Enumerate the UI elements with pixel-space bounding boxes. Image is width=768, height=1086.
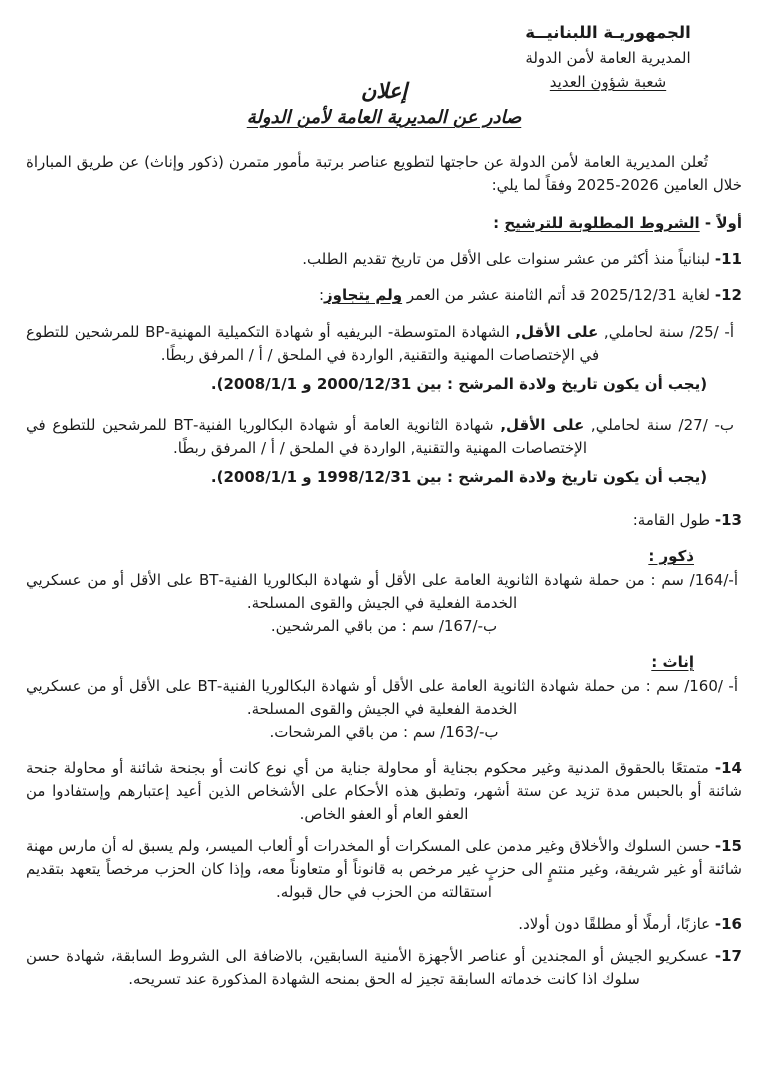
item-16 <box>26 913 742 936</box>
item-11 <box>26 248 742 271</box>
announcement-title: إعلان <box>360 79 408 103</box>
item-11-number: 11- <box>714 250 742 268</box>
item-13-number: 13- <box>714 511 742 529</box>
item-12-colon: : <box>318 286 324 304</box>
males-heading <box>26 545 694 568</box>
females-line-a: أ- /160/ سم : من حملة شهادة الثانوية العامة على الأقل أو شهادة البكالوريا الفنية-BT على الأقل أو من عسكريي الخدمة الفعلية في الجيش والقوى المسلحة. <box>26 677 738 718</box>
males-line-a: أ-/164/ سم : من حملة شهادة الثانوية العامة على الأقل أو شهادة البكالوريا الفنية-BT على الأقل أو من عسكريي الخدمة الفعلية في الجيش والقوى المسلحة. <box>26 571 738 612</box>
announcement-subtitle: صادر عن المديرية العامة لأمن الدولة <box>246 107 522 128</box>
letterhead-directorate: المديرية العامة لأمن الدولة <box>525 49 691 67</box>
item-12-number: 12- <box>714 286 742 304</box>
section1-heading-title: الشروط المطلوبة للترشيح <box>504 214 700 232</box>
item-12-b-bold: على الأقل, <box>500 416 585 434</box>
item-17 <box>26 945 742 991</box>
item-14-number: 14- <box>714 759 742 777</box>
item-12-a-bold: على الأقل, <box>515 323 599 341</box>
item-12 <box>26 284 742 307</box>
item-12-b-text2: شهادة الثانوية العامة أو شهادة البكالوريا الفنية-BT للمرشحين للتطوع في الإختصاصات المهنية والتقنية, الواردة في الملحق / أ / المرفق ربطًا. <box>26 416 587 457</box>
item-14-text: متمتعًا بالحقوق المدنية وغير محكوم بجناية أو محاولة جناية من أي نوع كانت أو بجنحة شائنة أو محاولة جنحة شائنة أو بالحبس مدة تزيد عن ستة أشهر، وتطبق هذه الأحكام على الأشخاص الذين أعيد إعتبارهم وإستفادوا من العفو العام أو العفو الخاص. <box>26 759 742 823</box>
section1-heading-colon: : <box>493 214 505 232</box>
item-14 <box>26 757 742 826</box>
section1-heading-prefix: أولاً - <box>699 214 742 232</box>
males-line-b: ب-/167/ سم : من باقي المرشحين. <box>270 617 498 635</box>
item-15 <box>26 835 742 904</box>
item-12-a-note: (يجب أن يكون تاريخ ولادة المرشح : بين 2000/12/31 و 2008/1/1). <box>210 375 708 393</box>
letterhead-republic: الجمهوريـة اللبنانيــة <box>525 23 691 42</box>
item-16-text: عازبًا، أرملًا أو مطلقًا دون أولاد. <box>518 915 715 933</box>
item-15-text: حسن السلوك والأخلاق وغير مدمن على المسكرات أو المخدرات أو ألعاب الميسر، ولم يسبق له أن مارس مهنة شائنة أو غير شريفة، وغير منتمٍ الى حزبٍ غير مرخص به قانوناً أو متعاوناً معه، وإذا كان الحزب مرخصاً يتعهد بتقديم استقالته من الحزب في حال قبوله. <box>26 837 742 901</box>
females-heading <box>26 651 694 674</box>
item-12-b-note: (يجب أن يكون تاريخ ولادة المرشح : بين 1998/12/31 و 2008/1/1). <box>210 468 708 486</box>
item-17-number: 17- <box>714 947 742 965</box>
item-12-bold-underlined: ولم يتجاوز <box>324 286 403 304</box>
item-12-a-text1: أ- /25/ سنة لحاملي, <box>598 323 734 341</box>
item-11-text: لبنانياً منذ أكثر من عشر سنوات على الأقل من تاريخ تقديم الطلب. <box>302 250 715 268</box>
item-12-text: لغاية 2025/12/31 قد أتم الثامنة عشر من العمر <box>402 286 715 304</box>
item-15-number: 15- <box>714 837 742 855</box>
item-13-text: طول القامة: <box>632 511 715 529</box>
item-13 <box>26 509 742 532</box>
item-12-a-text2: الشهادة المتوسطة- البريفيه أو شهادة التكميلية المهنية-BP للمرشحين للتطوع في الإختصاصات المهنية والتقنية, الواردة في الملحق / أ / المرفق ربطًا. <box>26 323 600 364</box>
item-17-text: عسكريو الجيش أو المجندين أو عناصر الأجهزة الأمنية السابقين، بالاضافة الى الشروط السابقة، شهادة حسن سلوك اذا كانت خدماته السابقة تجيز له الحق بمنحه الشهادة المذكورة عند تسريحه. <box>26 947 715 988</box>
item-12-a <box>26 321 734 367</box>
item-12-b-text1: ب- /27/ سنة لحاملي, <box>584 416 735 434</box>
females-heading-label: إناث : <box>651 653 694 671</box>
males-heading-label: ذكور : <box>648 547 694 565</box>
item-16-number: 16- <box>714 915 742 933</box>
item-12-b <box>26 414 734 460</box>
section1-heading <box>26 212 742 235</box>
letterhead-division: شعبة شؤون العديد <box>549 73 667 91</box>
females-line-b: ب-/163/ سم : من باقي المرشحات. <box>269 723 499 741</box>
intro-paragraph: تُعلن المديرية العامة لأمن الدولة عن حاجتها لتطويع عناصر برتبة مأمور متمرن (ذكور وإناث) عن طريق المباراة خلال العامين 2026-2025 وفقاً لما يلي: <box>26 153 742 194</box>
